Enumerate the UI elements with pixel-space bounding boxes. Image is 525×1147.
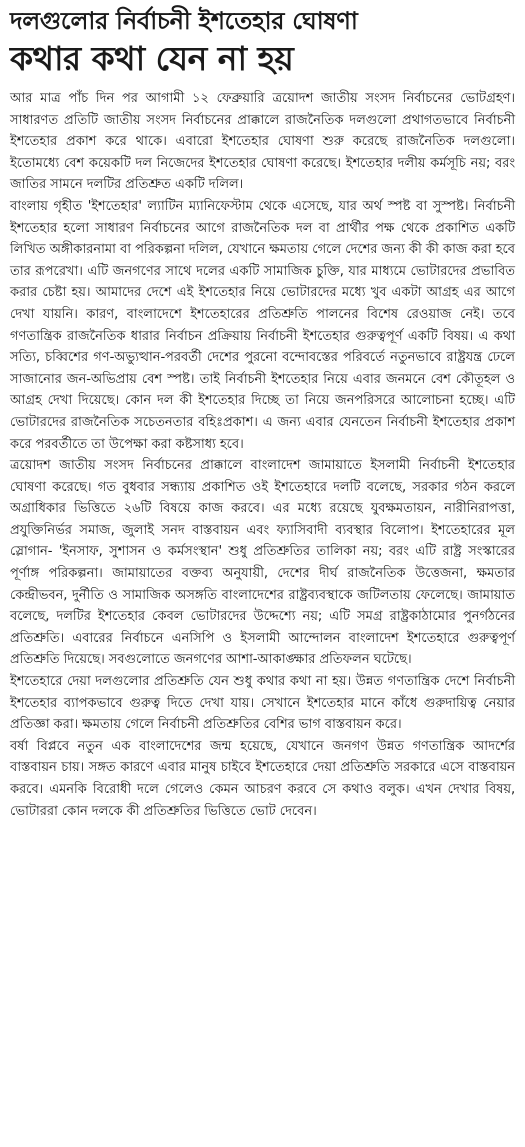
- article-paragraph: বর্ষা বিপ্লবে নতুন এক বাংলাদেশের জন্ম হয়েছে, যেখানে জনগণ উন্নত গণতান্ত্রিক আদর্শের বাস্তবায়ন চায়। সঙ্গত কারণে এবার মানুষ চাইবে ইশতেহারে দেয়া প্রতিশ্রুতি সরকারে এসে বাস্তবায়ন করবে। এমনকি বিরোধী দলে গেলেও কেমন আচরণ করবে সে কথাও বলুক। এখন দেখার বিষয়, ভোটাররা কোন দলকে কী প্রতিশ্রুতির ভিত্তিতে ভোট দেবেন।: [10, 738, 515, 819]
- article-paragraph: আর মাত্র পাঁচ দিন পর আগামী ১২ ফেব্রুয়ারি ত্রয়োদশ জাতীয় সংসদ নির্বাচনের ভোটগ্রহণ। সাধারণত প্রতিটি জাতীয় সংসদ নির্বাচনের প্রাক্কালে রাজনৈতিক দলগুলো প্রথাগতভাবে নির্বাচনী ইশতেহার প্রকাশ করে থাকে। এবারো ইশতেহার ঘোষণা শুরু করেছে রাজনৈতিক দলগুলো। ইতোমধ্যে বেশ কয়েকটি দল নিজেদের ইশতেহার ঘোষণা করেছে। ইশতেহার দলীয় কর্মসূচি নয়; বরং জাতির সামনে দলটির প্রতিশ্রুত একটি দলিল।: [10, 91, 515, 193]
- article-body: [10, 88, 515, 822]
- article-paragraph: ত্রয়োদশ জাতীয় সংসদ নির্বাচনের প্রাক্কালে বাংলাদেশ জামায়াতে ইসলামী নির্বাচনী ইশতেহার ঘোষণা করেছে। গত বুধবার সন্ধ্যায় প্রকাশিত ওই ইশতেহারে দলটি বলেছে, সরকার গঠন করলে অগ্রাধিকার ভিত্তিতে ২৬টি বিষয়ে কাজ করবে। এর মধ্যে রয়েছে যুবক্ষমতায়ন, নারীনিরাপত্তা, প্রযুক্তিনির্ভর সমাজ, জুলাই সনদ বাস্তবায়ন এবং ফ্যাসিবাদী ব্যবস্থার বিলোপ। ইশতেহারের মূল স্লোগান- 'ইনসাফ, সুশাসন ও কর্মসংস্থান' শুধু প্রতিশ্রুতির তালিকা নয়; বরং এটি রাষ্ট্র সংস্কারের পূর্ণাঙ্গ পরিকল্পনা। জামায়াতের বক্তব্য অনুযায়ী, দেশের দীর্ঘ রাজনৈতিক উত্তেজনা, ক্ষমতার কেন্দ্রীভবন, দুর্নীতি ও সামাজিক অসঙ্গতি বাংলাদেশের রাষ্ট্রব্যবস্থাকে জটিলতায় ফেলেছে। জামায়াত বলেছে, দলটির ইশতেহার কেবল ভোটারদের উদ্দেশ্যে নয়; এটি সমগ্র রাষ্ট্রকাঠামোর পুনর্গঠনের প্রতিশ্রুতি। এবারের নির্বাচনে এনসিপি ও ইসলামী আন্দোলন বাংলাদেশ ইশতেহারে গুরুত্বপূর্ণ প্রতিশ্রুতি দিয়েছে। সবগুলোতে জনগণের আশা-আকাঙ্ক্ষার প্রতিফলন ঘটেছে।: [10, 458, 515, 668]
- article-kicker: দলগুলোর নির্বাচনী ইশতেহার ঘোষণা: [10, 7, 358, 35]
- article-headline: কথার কথা যেন না হয়: [10, 39, 294, 78]
- article-paragraph: বাংলায় গৃহীত 'ইশতেহার' ল্যাটিন ম্যানিফেস্টাম থেকে এসেছে, যার অর্থ স্পষ্ট বা সুস্পষ্ট। নির্বাচনী ইশতেহার হলো সাধারণ নির্বাচনের আগে রাজনৈতিক দল বা প্রার্থীর পক্ষ থেকে প্রকাশিত একটি লিখিত অঙ্গীকারনামা বা পরিকল্পনা দলিল, যেখানে ক্ষমতায় গেলে দেশের জন্য কী কী কাজ করা হবে তার রূপরেখা। এটি জনগণের সাথে দলের একটি সামাজিক চুক্তি, যার মাধ্যমে ভোটারদের প্রভাবিত করার চেষ্টা হয়। আমাদের দেশে এই ইশতেহার নিয়ে ভোটারদের মধ্যে খুব একটা আগ্রহ এর আগে দেখা যায়নি। কারণ, বাংলাদেশে ইশতেহারের প্রতিশ্রুতি পালনের বিশেষ রেওয়াজ নেই। তবে গণতান্ত্রিক রাজনৈতিক ধারার নির্বাচন প্রক্রিয়ায় নির্বাচনী ইশতেহার গুরুত্বপূর্ণ একটি বিষয়। এ কথা সত্যি, চব্বিশের গণ-অভ্যুত্থান-পরবর্তী দেশের পুরনো বন্দোবস্তের পরিবর্তে নতুনভাবে রাষ্ট্রযন্ত্র ঢেলে সাজানোর জন-অভিপ্রায় বেশ স্পষ্ট। তাই নির্বাচনী ইশতেহার নিয়ে এবার জনমনে বেশ কৌতূহল ও আগ্রহ দেখা দিয়েছে। কোন দল কী ইশতেহার দিচ্ছে তা নিয়ে জনপরিসরে আলোচনা হচ্ছে। এটি ভোটারদের রাজনৈতিক সচেতনতার বহিঃপ্রকাশ। এ জন্য এবার যেনতেন নির্বাচনী ইশতেহার প্রকাশ করে পরবর্তীতে তা উপেক্ষা করা কষ্টসাধ্য হবে।: [10, 198, 515, 452]
- article-paragraph: ইশতেহারে দেয়া দলগুলোর প্রতিশ্রুতি যেন শুধু কথার কথা না হয়। উন্নত গণতান্ত্রিক দেশে নির্বাচনী ইশতেহার ব্যাপকভাবে গুরুত্ব দিতে দেখা যায়। সেখানে ইশতেহার মানে কাঁধে গুরুদায়িত্ব নেয়ার প্রতিজ্ঞা করা। ক্ষমতায় গেলে নির্বাচনী প্রতিশ্রুতির বেশির ভাগ বাস্তবায়ন করে।: [10, 674, 515, 733]
